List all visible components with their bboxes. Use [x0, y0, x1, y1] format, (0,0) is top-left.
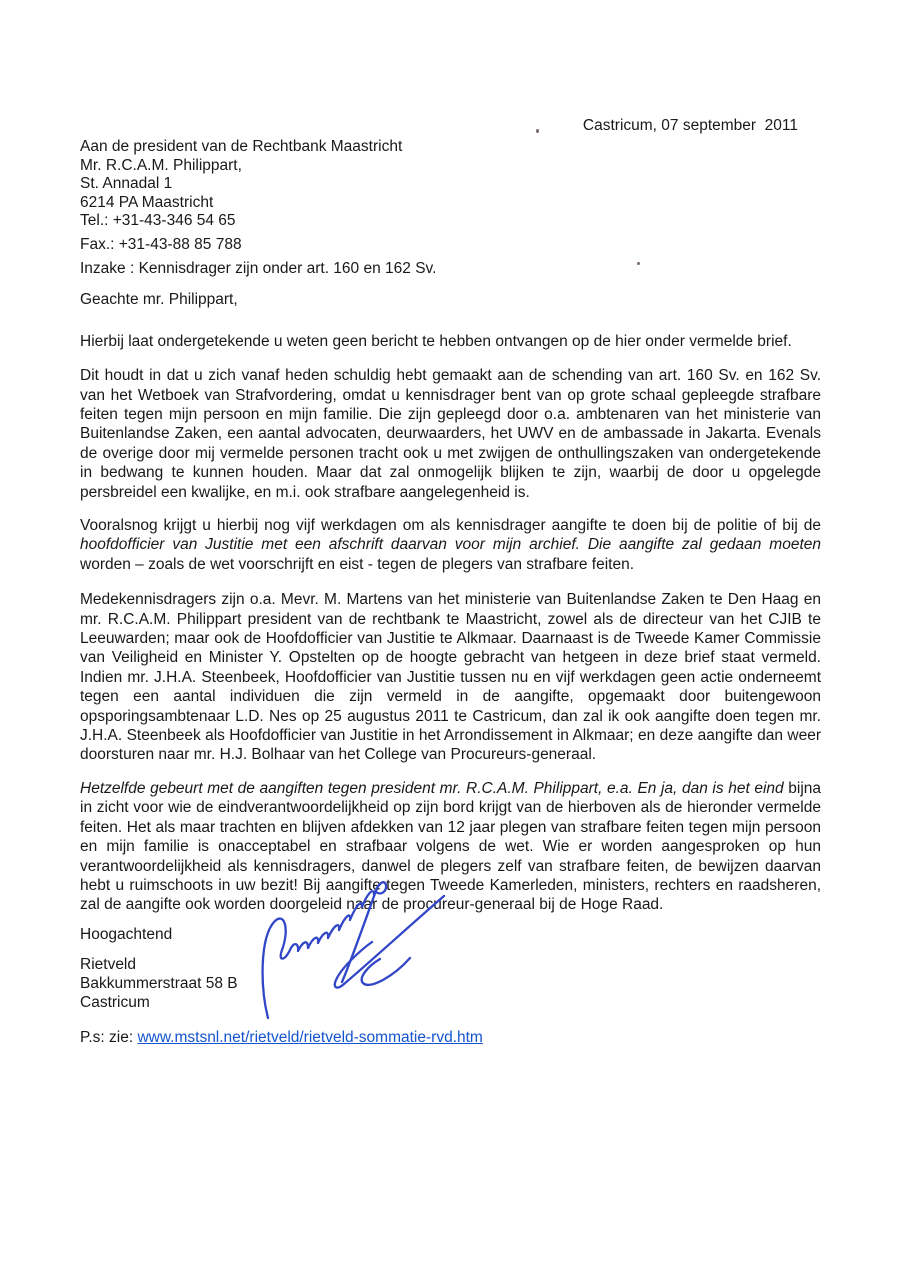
paragraph-5-segment: bijna in zicht voor wie de eindverantwoordelijkheid op zijn bord krijgt van de hierboven als de hieronder vermelde feiten. Het als maar trachten en blijven afdekken van 12 jaar plegen van strafbare feiten tegen mijn persoon en mijn familie is onacceptabel en strafbaar volgens de wet. Wie er worden aangesproken op hun verantwoordelijkheid als kennisdragers, danwel de plegers zelf van strafbare feiten, de bewijzen daarvan hebt u ruimschoots in uw bezit! Bij aangifte tegen Tweede Kamerleden, ministers, rechters en raadsheren, zal de aangifte ook worden doorgeleid naar de procureur-generaal bij de Hoge Raad. — [80, 779, 821, 914]
recipient-line: 6214 PA Maastricht — [80, 193, 214, 211]
recipient-phone: Tel.: +31-43-346 54 65 — [80, 212, 236, 230]
recipient-line: Mr. R.C.A.M. Philippart, — [80, 156, 242, 174]
scan-artifact — [637, 262, 640, 265]
paragraph-2: Dit houdt in dat u zich vanaf heden schuldig hebt gemaakt aan de schending van art. 160 Sv. en 162 Sv. van het Wetboek van Strafvordering, omdat u kennisdrager bent van op grote schaal gepleegde strafbare feiten tegen mijn persoon en mijn familie. Die zijn gepleegd door o.a. ambtenaren van het ministerie van Buitenlandse Zaken, een aantal advocaten, deurwaarders, het UWV en de ambassade in Jakarta. Evenals de overige door mij vermelde personen tracht ook u met zwijgen de onthullingszaken van ondergetekende in bedwang te kunnen houden. Maar dat zal onmogelijk blijken te zijn, waarbij de door u opgelegde persbreidel een kwalijke, en m.i. ook strafbare aangelegenheid is. — [80, 367, 821, 501]
recipient-line: Aan de president van de Rechtbank Maastricht — [80, 138, 403, 155]
paragraph-3-italic-segment: hoofdofficier van Justitie met een afschrift daarvan voor mijn archief. Die aangifte zal gedaan moeten — [80, 536, 821, 554]
sender-block — [80, 956, 821, 1012]
sender-city: Castricum — [80, 993, 150, 1011]
paragraph-3-segment: worden – zoals de wet voorschrijft en eist - tegen de plegers van strafbare feiten. — [80, 555, 634, 573]
recipient-fax: Fax.: +31-43-88 85 788 — [80, 235, 242, 253]
paragraph-5-italic-segment: Hetzelfde gebeurt met de aangiften tegen president mr. R.C.A.M. Philippart, e.a. En ja, dan is het eind — [80, 779, 789, 797]
closing-word: Hoogachtend — [80, 925, 173, 943]
sender-street: Bakkummerstraat 58 B — [80, 974, 238, 992]
postscript-prefix: P.s: zie: — [80, 1029, 138, 1047]
recipient-line: St. Annadal 1 — [80, 175, 173, 193]
paragraph-4: Medekennisdragers zijn o.a. Mevr. M. Martens van het ministerie van Buitenlandse Zaken te Den Haag en mr. R.C.A.M. Philippart president van de rechtbank te Maastricht, zowel als de directeur van het CJIB te Leeuwarden; maar ook de Hoofdofficier van Justitie te Alkmaar. Daarnaast is de Tweede Kamer Commissie van Veiligheid en Minister Y. Opstelten op de hoogte gebracht van hetgeen in deze brief staat vermeld. Indien mr. J.H.A. Steenbeek, Hoofdofficier van Justitie tussen nu en vijf werkdagen geen actie onderneemt tegen een aantal individuen die zijn vermeld in de aangifte, opgemaakt door buitengewoon opsporingsambtenaar L.D. Nes op 25 augustus 2011 te Castricum, dan zal ik ook aangifte doen tegen mr. J.H.A. Steenbeek als Hoofdofficier van Justitie in het Arrondissement in Alkmaar; en deze aangifte dan weer doorsturen naar mr. H.J. Bolhaar van het College van Procureurs-generaal. — [80, 591, 821, 764]
paragraph-3 — [80, 516, 821, 574]
postscript-link[interactable]: www.mstsnl.net/rietveld/rietveld-sommatie-rvd.htm — [137, 1029, 483, 1047]
paragraph-3-segment: Vooralsnog krijgt u hierbij nog vijf werkdagen om als kennisdrager aangifte te doen bij de politie of bij de — [80, 517, 821, 534]
subject-line: Inzake : Kennisdrager zijn onder art. 160 en 162 Sv. — [80, 259, 437, 277]
recipient-block — [80, 138, 821, 278]
paragraph-5 — [80, 779, 821, 915]
date-line: Castricum, 07 september 2011 — [582, 117, 798, 134]
sender-name: Rietveld — [80, 956, 136, 974]
scan-artifact — [536, 129, 539, 133]
salutation: Geachte mr. Philippart, — [80, 291, 238, 309]
letter-content — [80, 0, 821, 1048]
postscript — [80, 1029, 821, 1048]
paragraph-1: Hierbij laat ondergetekende u weten geen bericht te hebben ontvangen op de hier onder vermelde brief. — [80, 332, 792, 350]
